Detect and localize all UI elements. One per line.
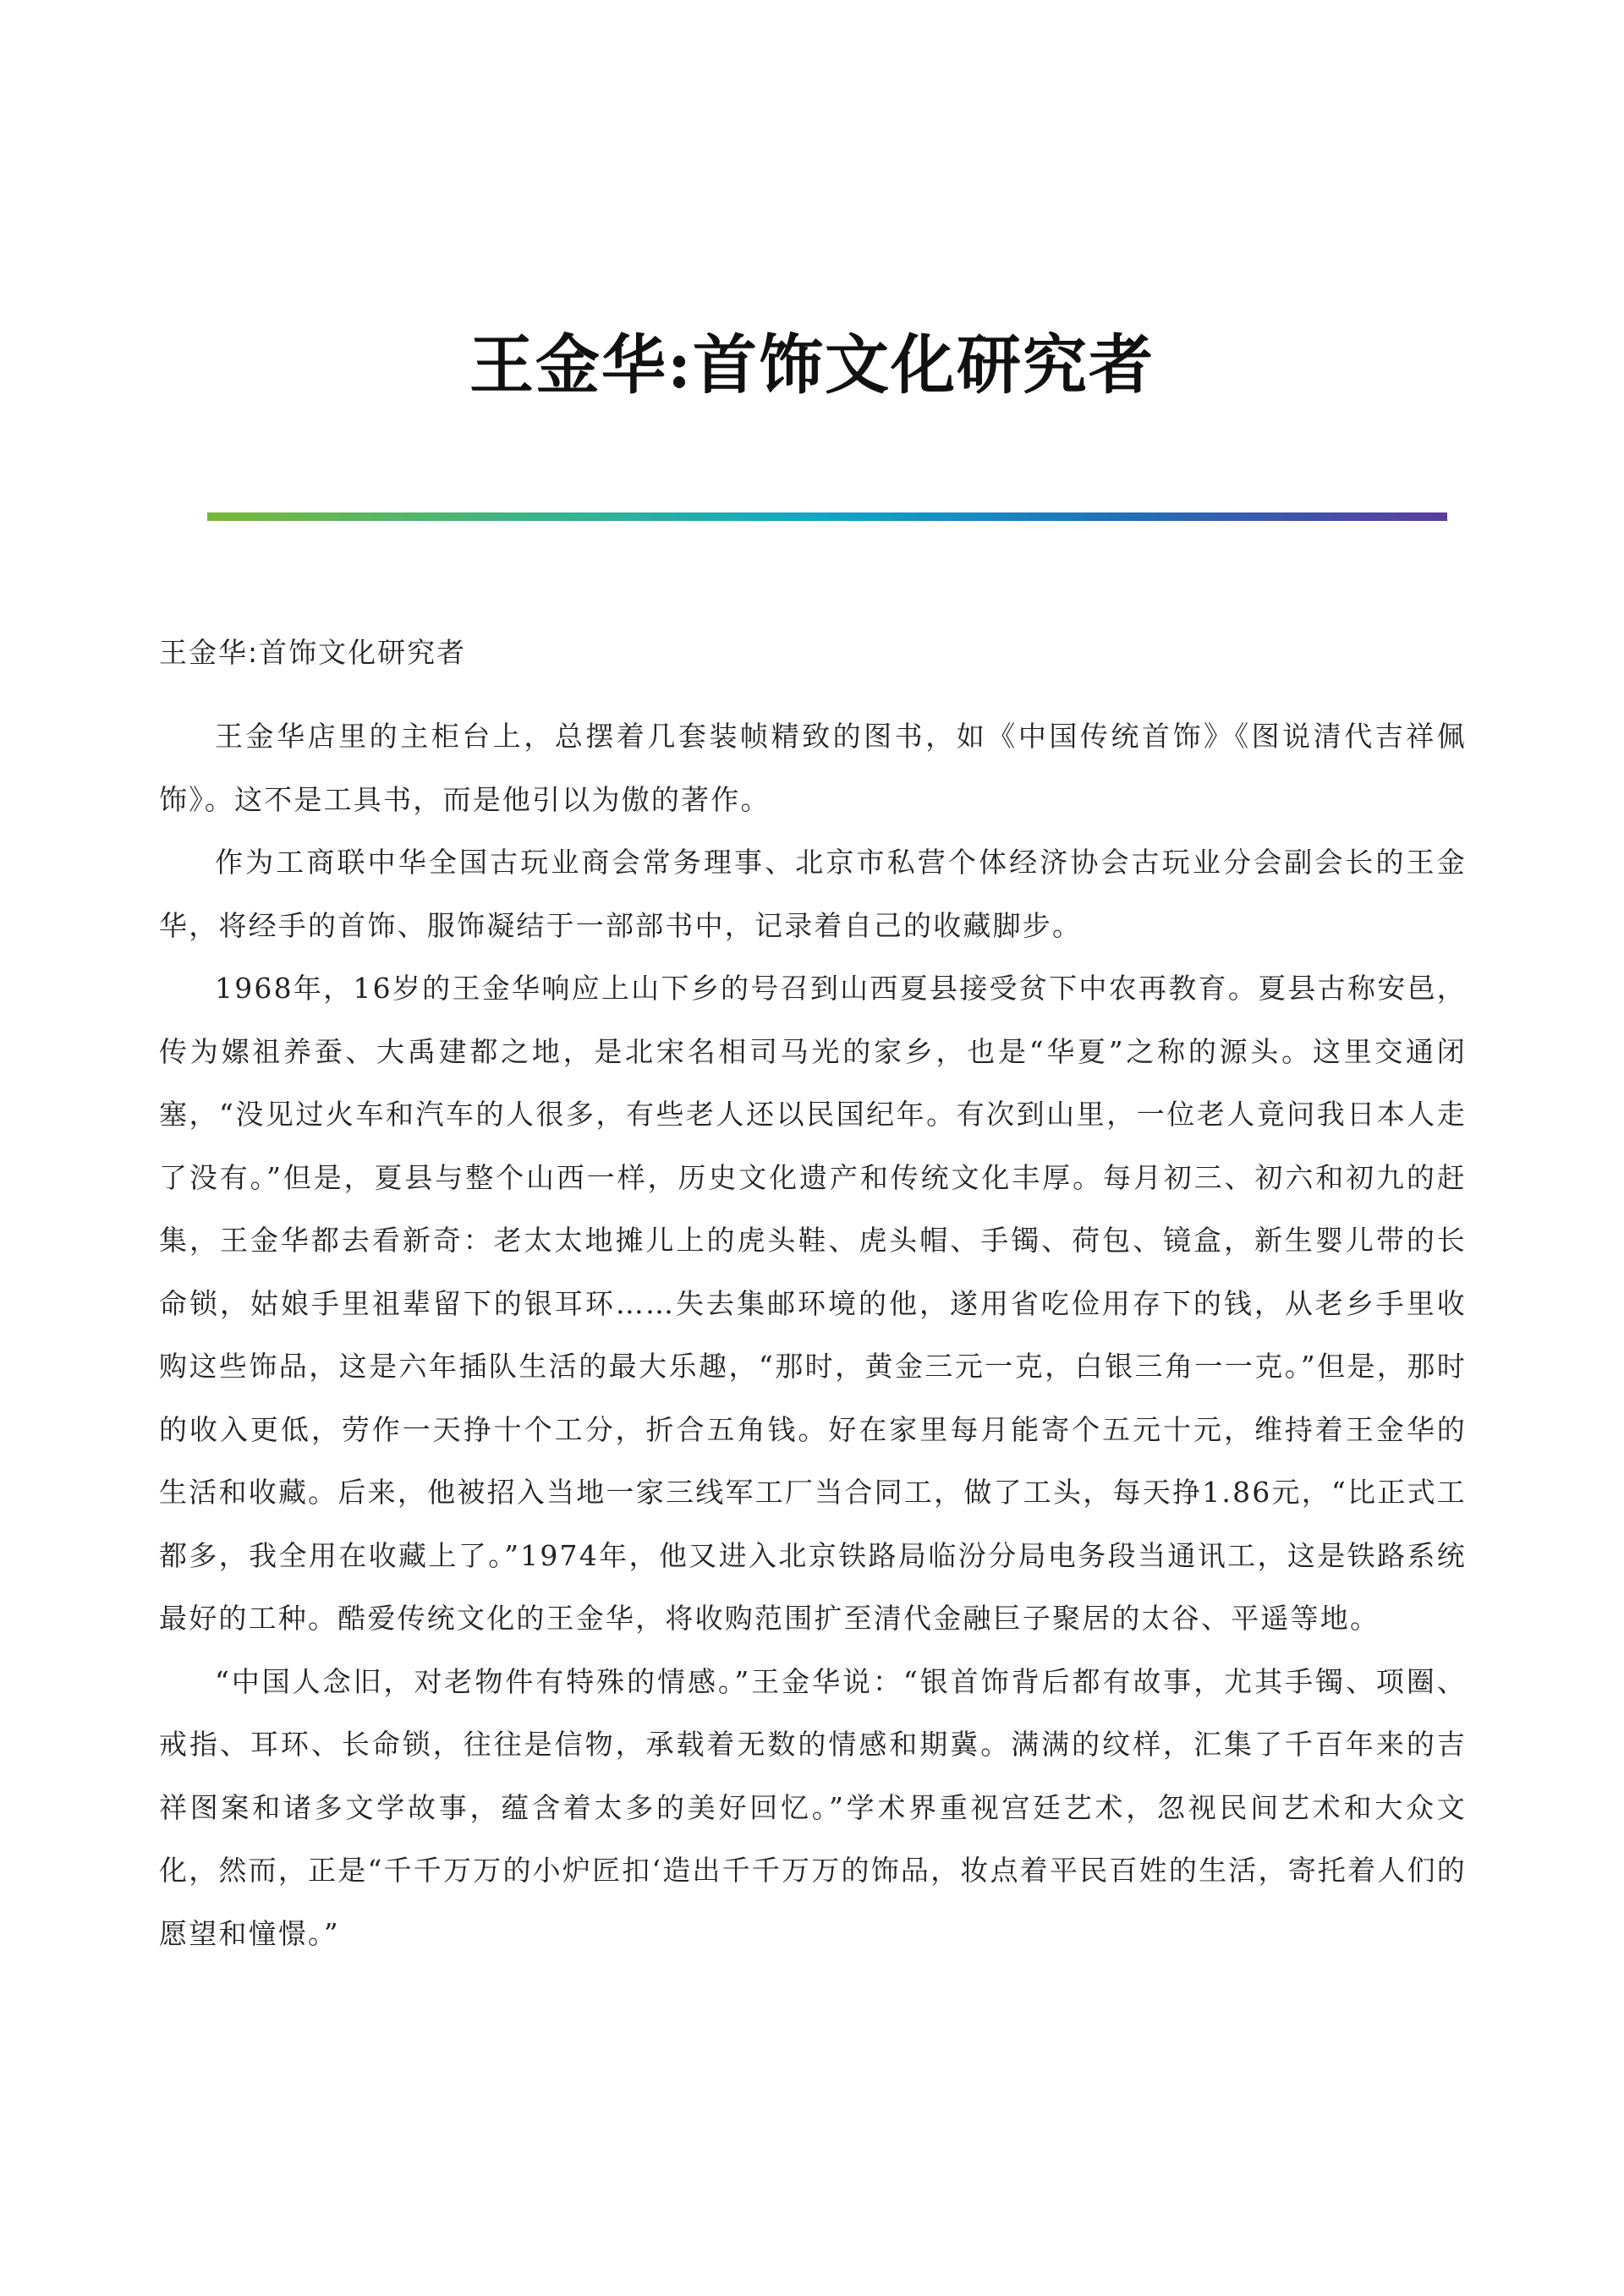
article-body	[159, 705, 1467, 1965]
paragraph-2: 作为工商联中华全国古玩业商会常务理事、北京市私营个体经济协会古玩业分会副会长的王金华，将经手的首饰、服饰凝结于一部部书中，记录着自己的收藏脚步。	[159, 846, 1467, 942]
document-subtitle: 王金华:首饰文化研究者	[159, 636, 467, 669]
paragraph-3: 1968年，16岁的王金华响应上山下乡的号召到山西夏县接受贫下中农再教育。夏县古称安邑，传为嫘祖养蚕、大禹建都之地，是北宋名相司马光的家乡，也是“华夏”之称的源头。这里交通闭塞，“没见过火车和汽车的人很多，有些老人还以民国纪年。有次到山里，一位老人竟问我日本人走了没有。”但是，夏县与整个山西一样，历史文化遗产和传统文化丰厚。每月初三、初六和初九的赶集，王金华都去看新奇：老太太地摊儿上的虎头鞋、虎头帽、手镯、荷包、镜盒，新生婴儿带的长命锁，姑娘手里祖辈留下的银耳环……失去集邮环境的他，遂用省吃俭用存下的钱，从老乡手里收购这些饰品，这是六年插队生活的最大乐趣，“那时，黄金三元一克，白银三角一一克。”但是，那时的收入更低，劳作一天挣十个工分，折合五角钱。好在家里每月能寄个五元十元，维持着王金华的生活和收藏。后来，他被招入当地一家三线军工厂当合同工，做了工头，每天挣1.86元，“比正式工都多，我全用在收藏上了。”1974年，他又进入北京铁路局临汾分局电务段当通讯工，这是铁路系统最好的工种。酷爱传统文化的王金华，将收购范围扩至清代金融巨子聚居的太谷、平遥等地。	[159, 972, 1467, 1635]
paragraph-1: 王金华店里的主柜台上，总摆着几套装帧精致的图书，如《中国传统首饰》《图说清代吉祥佩饰》。这不是工具书，而是他引以为傲的著作。	[159, 720, 1467, 816]
paragraph-4: “中国人念旧，对老物件有特殊的情感。”王金华说：“银首饰背后都有故事，尤其手镯、项圈、戒指、耳环、长命锁，往往是信物，承载着无数的情感和期冀。满满的纹样，汇集了千百年来的吉祥图案和诸多文学故事，蕴含着太多的美好回忆。”学术界重视宫廷艺术，忽视民间艺术和大众文化，然而，正是“千千万万的小炉匠扣‘造出千千万万的饰品，妆点着平民百姓的生活，寄托着人们的愿望和憧憬。”	[159, 1664, 1467, 1950]
title-divider	[207, 512, 1447, 521]
document-title: 王金华:首饰文化研究者	[469, 327, 1155, 403]
